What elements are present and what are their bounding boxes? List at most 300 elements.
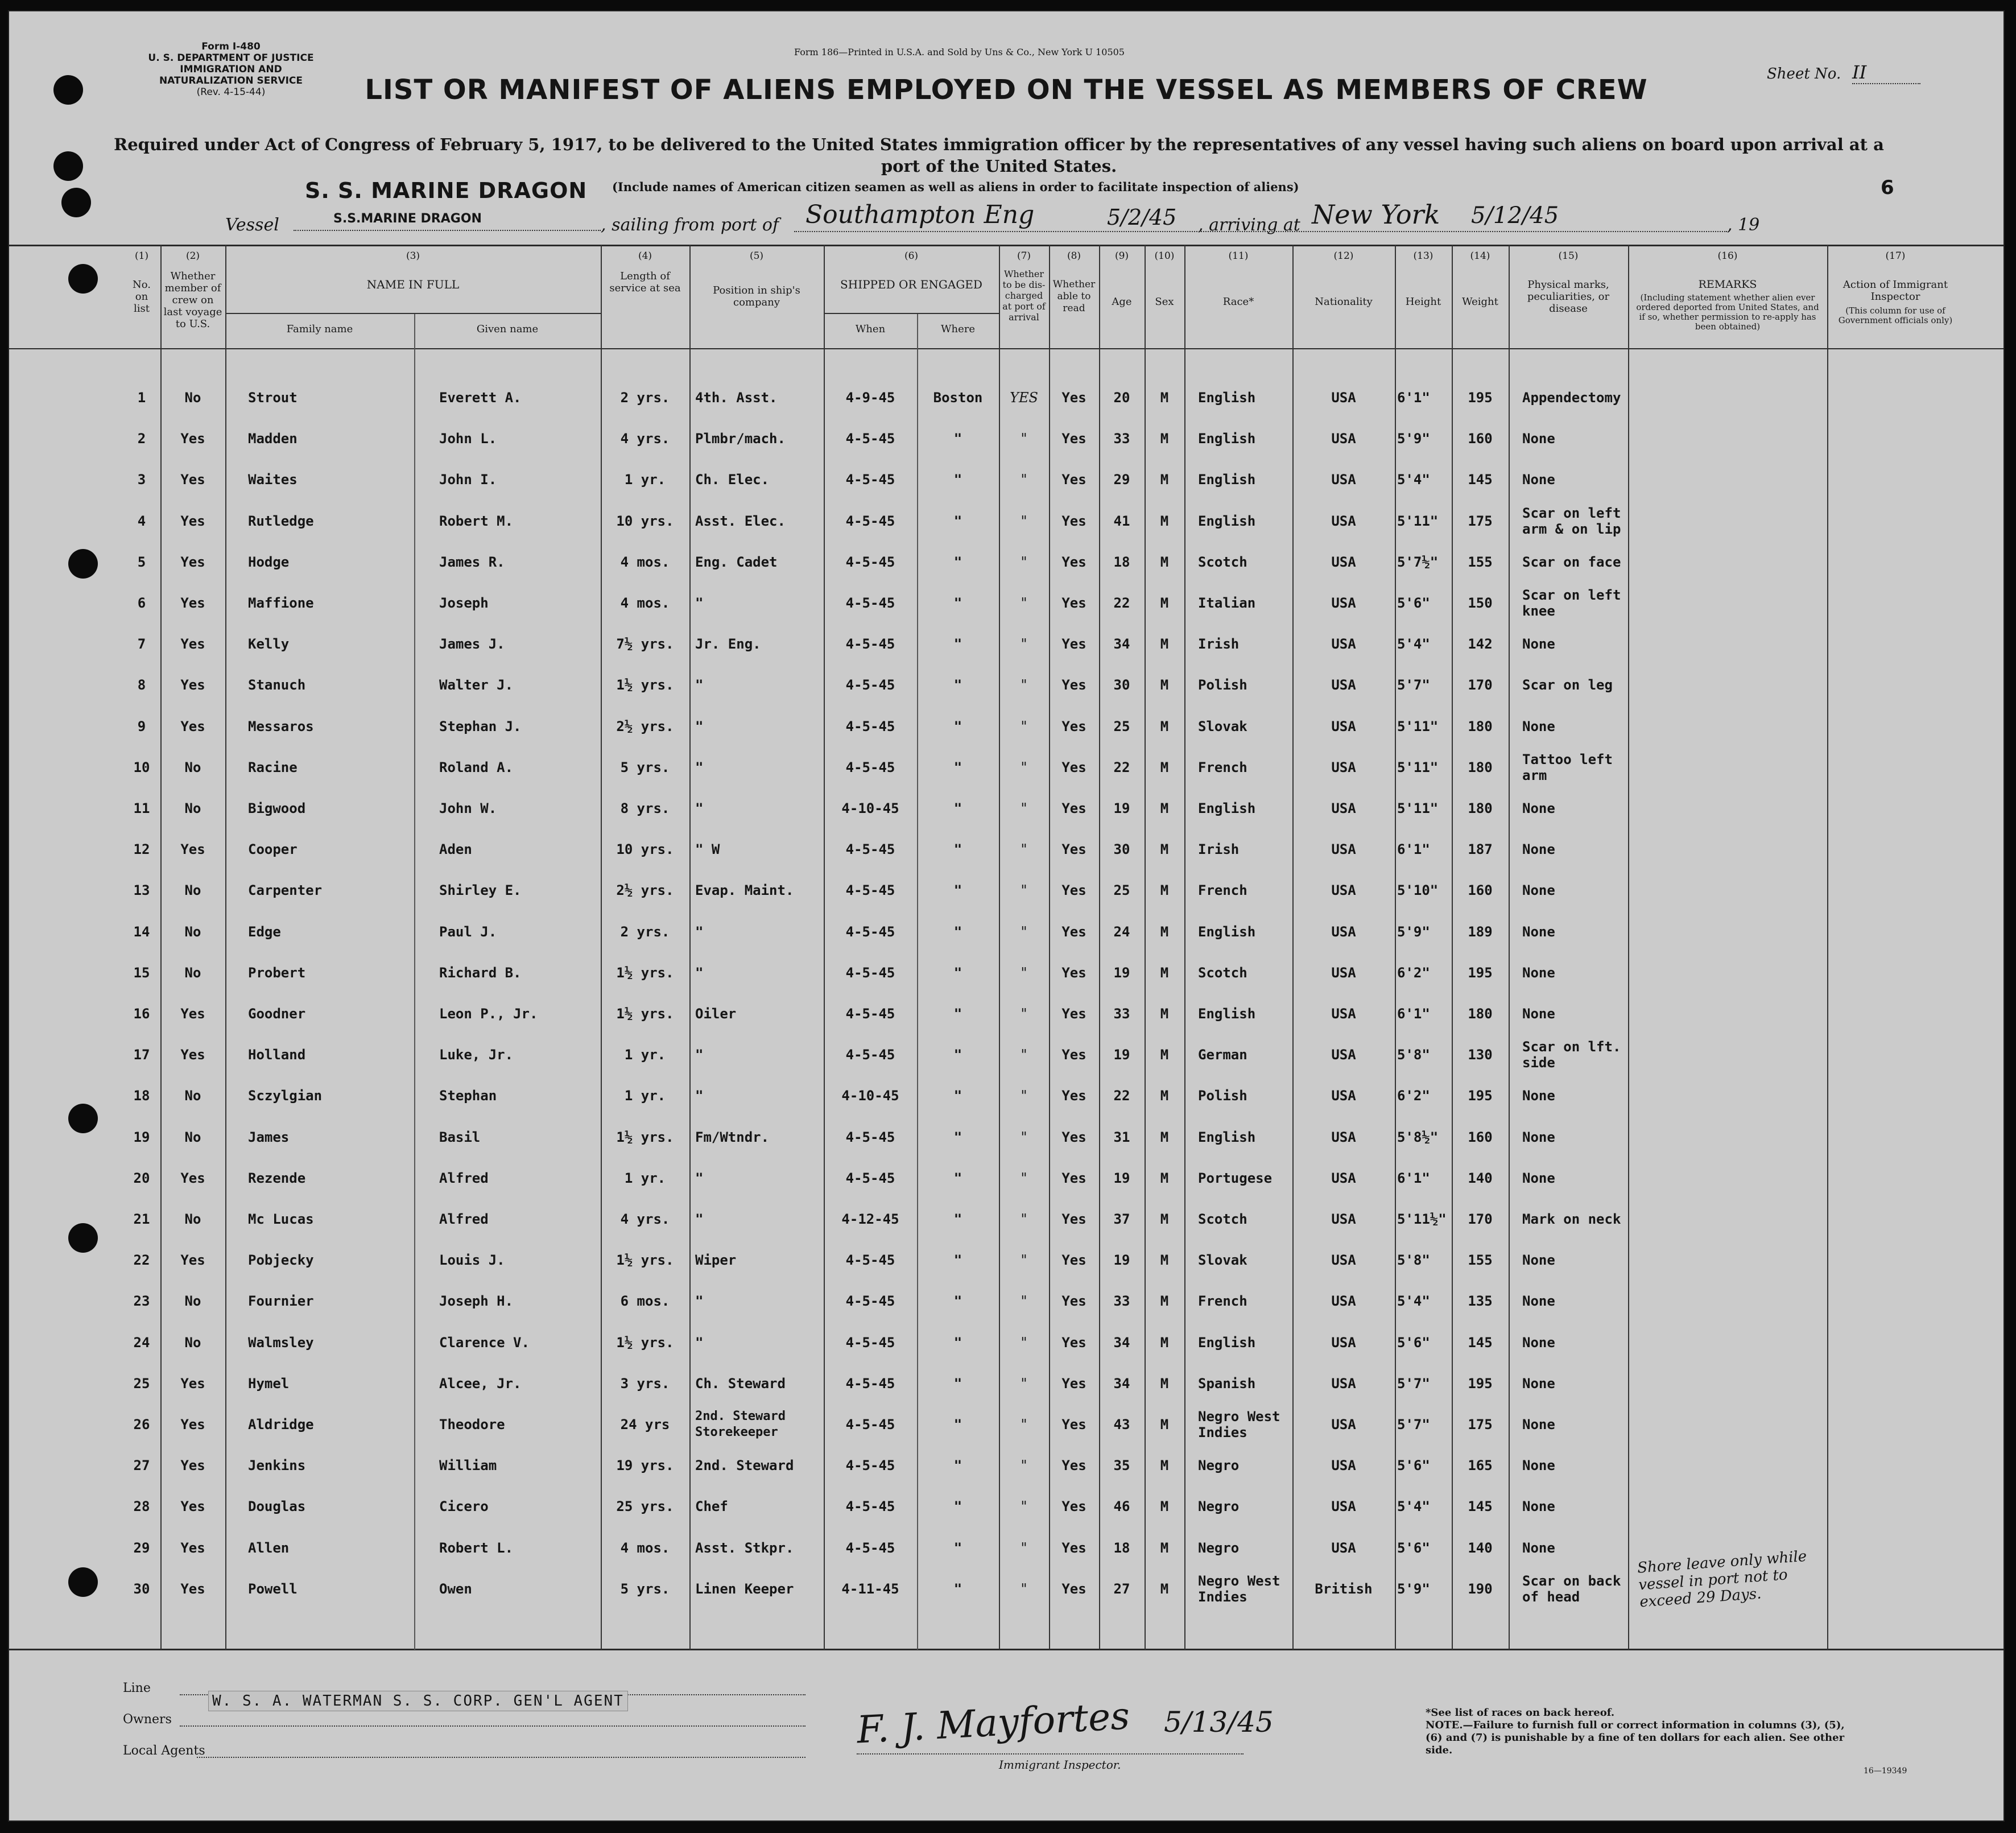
cell-read: Yes [1061, 1539, 1087, 1556]
cell-disch: " [1021, 1539, 1027, 1556]
cell-race: Negro West Indies [1198, 1572, 1280, 1605]
cell-disch: " [1021, 800, 1027, 816]
vessel-underline [294, 230, 601, 231]
cell-last: Yes [180, 513, 205, 529]
cell-weight: 195 [1468, 1088, 1493, 1104]
cell-weight: 145 [1468, 472, 1493, 488]
cell-disch: " [1021, 923, 1027, 940]
cell-sex: M [1160, 1375, 1169, 1392]
cell-where: " [953, 554, 962, 570]
cell-marks: Appendectomy [1522, 390, 1621, 406]
cell-race: Slovak [1198, 718, 1247, 734]
col-header: No. on list [133, 279, 151, 315]
cell-sex: M [1160, 1458, 1169, 1474]
cell-read: Yes [1061, 1088, 1087, 1104]
cell-position: " [695, 1334, 704, 1351]
cell-nat: USA [1331, 964, 1356, 981]
cell-age: 25 [1113, 718, 1130, 734]
cell-service: 6 mos. [620, 1293, 670, 1310]
cell-age: 19 [1113, 1170, 1130, 1186]
cell-when: 4-9-45 [845, 390, 895, 406]
cell-last: No [184, 1088, 201, 1104]
vessel-stamp: S. S. MARINE DRAGON [305, 178, 588, 203]
col-subheader: Given name [476, 323, 539, 335]
cell-position: " [695, 677, 704, 693]
col-subheader: Family name [286, 323, 353, 335]
cell-given: Stephan J. [439, 718, 522, 734]
cell-family: Maffione [248, 595, 314, 611]
col-header: Weight [1462, 296, 1498, 308]
cell-family: Strout [248, 390, 298, 406]
cell-given: Alfred [439, 1211, 489, 1227]
cell-nat: USA [1331, 677, 1356, 693]
cell-age: 30 [1113, 841, 1130, 858]
cell-weight: 195 [1468, 964, 1493, 981]
table-row [9, 1088, 2003, 1129]
cell-sex: M [1160, 718, 1169, 734]
cell-position: " [695, 1211, 704, 1227]
cell-service: 10 yrs. [616, 513, 674, 529]
cell-last: Yes [180, 1498, 205, 1515]
cell-sex: M [1160, 431, 1169, 447]
cell-given: Paul J. [439, 923, 497, 940]
cell-weight: 130 [1468, 1047, 1493, 1063]
cell-weight: 187 [1468, 841, 1493, 858]
cell-given: Louis J. [439, 1252, 505, 1269]
cell-race: Scotch [1198, 964, 1247, 981]
cell-sex: M [1160, 1129, 1169, 1145]
cell-nat: USA [1331, 1458, 1356, 1474]
dept-line: IMMIGRATION AND NATURALIZATION SERVICE [159, 64, 303, 86]
col-number: (17) [1885, 250, 1906, 262]
table-row [9, 1170, 2003, 1211]
cell-marks: Scar on face [1522, 554, 1621, 570]
cell-race: English [1198, 923, 1256, 940]
cell-race: Scotch [1198, 1211, 1247, 1227]
cell-given: Clarence V. [439, 1334, 530, 1351]
cell-race: English [1198, 1129, 1256, 1145]
cell-family: Hymel [248, 1375, 290, 1392]
cell-position: " [695, 595, 704, 611]
cell-disch: " [1021, 1252, 1027, 1269]
cell-age: 18 [1113, 554, 1130, 570]
cell-position: " W [695, 841, 720, 858]
cell-sex: M [1160, 882, 1169, 899]
cell-where: " [953, 1375, 962, 1392]
cell-no: 11 [133, 800, 150, 816]
cell-position: Chef [695, 1498, 728, 1515]
sheet-number: II [1852, 61, 1920, 84]
cell-disch: " [1021, 1580, 1027, 1597]
cell-sex: M [1160, 1498, 1169, 1515]
cell-given: Joseph [439, 595, 489, 611]
cell-given: Everett A. [439, 390, 522, 406]
col-number: (9) [1114, 250, 1129, 262]
cell-given: Richard B. [439, 964, 522, 981]
cell-race: Negro [1198, 1458, 1240, 1474]
cell-race: Slovak [1198, 1252, 1247, 1269]
cell-age: 34 [1113, 1334, 1130, 1351]
cell-race: English [1198, 513, 1256, 529]
cell-when: 4-5-45 [845, 1539, 895, 1556]
owners-label: Owners [123, 1712, 172, 1727]
cell-last: Yes [180, 1170, 205, 1186]
cell-no: 21 [133, 1211, 150, 1227]
cell-race: English [1198, 431, 1256, 447]
col-number: (16) [1717, 250, 1738, 262]
cell-position: Wiper [695, 1252, 737, 1269]
cell-weight: 170 [1468, 1211, 1493, 1227]
cell-weight: 160 [1468, 1129, 1493, 1145]
cell-sex: M [1160, 1539, 1169, 1556]
cell-age: 25 [1113, 882, 1130, 899]
cell-read: Yes [1061, 1129, 1087, 1145]
cell-nat: British [1315, 1580, 1373, 1597]
cell-disch: " [1021, 1088, 1027, 1104]
cell-age: 33 [1113, 1293, 1130, 1310]
cell-given: James J. [439, 636, 505, 653]
cell-disch: " [1021, 472, 1027, 488]
cell-marks: None [1522, 841, 1555, 858]
cell-last: No [184, 390, 201, 406]
cell-marks: None [1522, 1170, 1555, 1186]
cell-no: 9 [137, 718, 146, 734]
col-header: Length of service at sea [609, 270, 681, 294]
cell-when: 4-5-45 [845, 1334, 895, 1351]
cell-nat: USA [1331, 554, 1356, 570]
col-header: Nationality [1315, 296, 1373, 308]
cell-marks: None [1522, 472, 1555, 488]
cell-service: 5 yrs. [620, 1580, 670, 1597]
cell-read: Yes [1061, 759, 1087, 775]
cell-marks: None [1522, 718, 1555, 734]
cell-marks: None [1522, 923, 1555, 940]
cell-family: James [248, 1129, 290, 1145]
col-number: (3) [406, 250, 420, 262]
cell-position: Oiler [695, 1006, 737, 1022]
cell-race: English [1198, 390, 1256, 406]
cell-when: 4-5-45 [845, 841, 895, 858]
cell-service: 3 yrs. [620, 1375, 670, 1392]
cell-weight: 145 [1468, 1334, 1493, 1351]
manifest-title: LIST OR MANIFEST OF ALIENS EMPLOYED ON THE VESSEL AS MEMBERS OF CREW [365, 74, 1648, 106]
cell-race: French [1198, 882, 1247, 899]
col-subheader: (This column for use of Government officials only) [1838, 306, 1953, 325]
cell-when: 4-5-45 [845, 431, 895, 447]
cell-weight: 170 [1468, 677, 1493, 693]
cell-nat: USA [1331, 1417, 1356, 1432]
cell-marks: None [1522, 1539, 1555, 1556]
cell-marks: None [1522, 1334, 1555, 1351]
cell-family: Kelly [248, 636, 290, 653]
table-row [9, 677, 2003, 718]
cell-last: Yes [180, 1539, 205, 1556]
cell-given: Stephan [439, 1088, 497, 1104]
cell-service: 1½ yrs. [616, 964, 674, 981]
cell-nat: USA [1331, 1334, 1356, 1351]
table-row [9, 636, 2003, 677]
cell-sex: M [1160, 800, 1169, 816]
cell-where: " [953, 1334, 962, 1351]
cell-where: " [953, 1539, 962, 1556]
cell-weight: 189 [1468, 923, 1493, 940]
table-row [9, 1039, 2003, 1088]
cell-position: Evap. Maint. [695, 882, 794, 899]
cell-given: Luke, Jr. [439, 1047, 514, 1063]
cell-when: 4-5-45 [845, 1252, 895, 1269]
cell-service: 4 mos. [620, 595, 670, 611]
table-row [9, 431, 2003, 472]
cell-no: 19 [133, 1129, 150, 1145]
cell-last: No [184, 800, 201, 816]
col-number: (11) [1228, 250, 1249, 262]
cell-read: Yes [1061, 677, 1087, 693]
printer-line: Form 186—Printed in U.S.A. and Sold by Uns & Co., New York U 10505 [794, 47, 1125, 57]
vessel-label: Vessel [225, 215, 279, 235]
cell-where: " [953, 1498, 962, 1515]
cell-sex: M [1160, 1170, 1169, 1186]
cell-service: 1 yr. [624, 1170, 666, 1186]
table-row [9, 882, 2003, 923]
voyage-underline [794, 231, 1727, 232]
cell-age: 37 [1113, 1211, 1130, 1227]
cell-sex: M [1160, 472, 1169, 488]
cell-family: Aldridge [248, 1417, 314, 1432]
cell-read: Yes [1061, 554, 1087, 570]
include-note: (Include names of American citizen seamen as well as aliens in order to facilitate inspection of aliens) [612, 180, 1299, 194]
cell-given: Joseph H. [439, 1293, 514, 1310]
cell-disch: " [1021, 1047, 1027, 1063]
cell-when: 4-5-45 [845, 882, 895, 899]
cell-weight: 150 [1468, 595, 1493, 611]
page-mark: 6 [1881, 176, 1894, 199]
cell-where: " [953, 1458, 962, 1474]
table-bottom-rule [9, 1649, 2003, 1650]
cell-service: 7½ yrs. [616, 636, 674, 653]
inspector-caption: Immigrant Inspector. [999, 1758, 1121, 1772]
cell-last: No [184, 1293, 201, 1310]
cell-no: 1 [137, 390, 146, 406]
cell-last: Yes [180, 1580, 205, 1597]
cell-last: No [184, 923, 201, 940]
cell-race: Negro [1198, 1498, 1240, 1515]
cell-position: Eng. Cadet [695, 554, 778, 570]
cell-weight: 195 [1468, 1375, 1493, 1392]
cell-position: " [695, 1088, 704, 1104]
cell-marks: Scar on leg [1522, 677, 1613, 693]
cell-weight: 155 [1468, 554, 1493, 570]
cell-where: " [953, 841, 962, 858]
cell-disch: " [1021, 1417, 1027, 1432]
cell-weight: 190 [1468, 1580, 1493, 1597]
col-subheader: Where [940, 323, 975, 335]
cell-no: 7 [137, 636, 146, 653]
cell-no: 16 [133, 1006, 150, 1022]
cell-when: 4-5-45 [845, 718, 895, 734]
cell-service: 2½ yrs. [616, 718, 674, 734]
cell-marks: None [1522, 636, 1555, 653]
cell-last: Yes [180, 677, 205, 693]
cell-height: 6'1" [1397, 1006, 1430, 1022]
cell-position: Fm/Wtndr. [695, 1129, 770, 1145]
cell-when: 4-5-45 [845, 554, 895, 570]
cell-sex: M [1160, 390, 1169, 406]
cell-read: Yes [1061, 1498, 1087, 1515]
cell-sex: M [1160, 513, 1169, 529]
cell-age: 19 [1113, 800, 1130, 816]
cell-read: Yes [1061, 718, 1087, 734]
cell-family: Powell [248, 1580, 298, 1597]
cell-where: " [953, 636, 962, 653]
cell-given: Owen [439, 1580, 472, 1597]
cell-no: 2 [137, 431, 146, 447]
col-header: Race* [1222, 296, 1254, 308]
cell-marks: Scar on left arm & on lip [1522, 505, 1621, 537]
form-code: 16—19349 [1864, 1766, 1907, 1776]
cell-when: 4-5-45 [845, 964, 895, 981]
cell-family: Rutledge [248, 513, 314, 529]
cell-no: 13 [133, 882, 150, 899]
cell-height: 5'6" [1397, 1539, 1430, 1556]
cell-sex: M [1160, 841, 1169, 858]
col-number: (2) [185, 250, 200, 262]
cell-no: 28 [133, 1498, 150, 1515]
cell-given: Alfred [439, 1170, 489, 1186]
cell-read: Yes [1061, 1417, 1087, 1432]
cell-family: Stanuch [248, 677, 306, 693]
cell-service: 19 yrs. [616, 1458, 674, 1474]
cell-disch: " [1021, 1170, 1027, 1186]
cell-height: 5'8" [1397, 1252, 1430, 1269]
cell-height: 5'9" [1397, 923, 1430, 940]
agents-underline [197, 1757, 805, 1758]
cell-age: 46 [1113, 1498, 1130, 1515]
cell-height: 5'9" [1397, 431, 1430, 447]
table-row [9, 472, 2003, 513]
cell-family: Carpenter [248, 882, 323, 899]
arriving-date: 5/12/45 [1471, 203, 1559, 229]
cell-height: 5'8½" [1397, 1129, 1439, 1145]
table-row [9, 800, 2003, 841]
year-label: , 19 [1727, 215, 1760, 235]
cell-service: 8 yrs. [620, 800, 670, 816]
cell-where: " [953, 800, 962, 816]
cell-service: 10 yrs. [616, 841, 674, 858]
cell-read: Yes [1061, 472, 1087, 488]
table-row [9, 1006, 2003, 1047]
cell-sex: M [1160, 1417, 1169, 1432]
cell-position: Asst. Elec. [695, 513, 786, 529]
cell-family: Fournier [248, 1293, 314, 1310]
cell-position: " [695, 1047, 704, 1063]
cell-given: John L. [439, 431, 497, 447]
cell-height: 5'6" [1397, 595, 1430, 611]
manifest-sheet [8, 10, 2005, 1822]
cell-family: Walmsley [248, 1334, 314, 1351]
cell-service: 1 yr. [624, 472, 666, 488]
cell-nat: USA [1331, 841, 1356, 858]
table-row [9, 1293, 2003, 1334]
cell-nat: USA [1331, 636, 1356, 653]
cell-family: Probert [248, 964, 306, 981]
cell-last: No [184, 1211, 201, 1227]
cell-read: Yes [1061, 923, 1087, 940]
cell-position: 2nd. Steward [695, 1458, 794, 1474]
cell-weight: 175 [1468, 1417, 1493, 1432]
cell-given: Cicero [439, 1498, 489, 1515]
cell-age: 24 [1113, 923, 1130, 940]
cell-family: Madden [248, 431, 298, 447]
cell-position: 2nd. Steward Storekeeper [695, 1409, 786, 1439]
cell-last: No [184, 882, 201, 899]
cell-height: 5'4" [1397, 1498, 1430, 1515]
cell-age: 29 [1113, 472, 1130, 488]
cell-when: 4-5-45 [845, 595, 895, 611]
table-row [9, 505, 2003, 554]
col-number: (7) [1017, 250, 1031, 262]
cell-no: 4 [137, 513, 146, 529]
cell-last: Yes [180, 1375, 205, 1392]
binder-hole [68, 264, 98, 294]
cell-where: " [953, 1417, 962, 1432]
cell-weight: 145 [1468, 1498, 1493, 1515]
cell-sex: M [1160, 1006, 1169, 1022]
cell-where: " [953, 1088, 962, 1104]
cell-read: Yes [1061, 1170, 1087, 1186]
cell-when: 4-5-45 [845, 472, 895, 488]
cell-height: 6'1" [1397, 390, 1430, 406]
sailing-label: , sailing from port of [601, 215, 779, 235]
cell-marks: None [1522, 1293, 1555, 1310]
cell-height: 5'4" [1397, 1293, 1430, 1310]
cell-nat: USA [1331, 472, 1356, 488]
cell-given: William [439, 1458, 497, 1474]
cell-age: 22 [1113, 1088, 1130, 1104]
cell-last: Yes [180, 1047, 205, 1063]
cell-given: Basil [439, 1129, 481, 1145]
cell-where: " [953, 1006, 962, 1022]
col-header: Whether member of crew on last voyage to U.S. [163, 270, 222, 330]
cell-sex: M [1160, 1334, 1169, 1351]
cell-nat: USA [1331, 1129, 1356, 1145]
cell-when: 4-11-45 [841, 1580, 899, 1597]
cell-service: 1½ yrs. [616, 677, 674, 693]
col-number: (13) [1413, 250, 1433, 262]
cell-height: 5'8" [1397, 1047, 1430, 1063]
table-row [9, 924, 2003, 965]
requirement-text: Required under Act of Congress of February 5, 1917, to be delivered to the United States immigration officer by the representatives of any vessel having such aliens on board upon arrival at a port of the United States. [114, 135, 1884, 176]
cell-age: 22 [1113, 595, 1130, 611]
cell-nat: USA [1331, 431, 1356, 447]
cell-when: 4-5-45 [845, 923, 895, 940]
cell-nat: USA [1331, 1252, 1356, 1269]
cell-marks: None [1522, 1088, 1555, 1104]
cell-where: " [953, 472, 962, 488]
cell-race: German [1198, 1047, 1247, 1063]
cell-disch: " [1021, 841, 1027, 858]
cell-last: Yes [180, 841, 205, 858]
col-header: Age [1112, 296, 1132, 308]
table-row [9, 1252, 2003, 1293]
cell-race: English [1198, 472, 1256, 488]
cell-no: 14 [133, 923, 150, 940]
cell-where: " [953, 718, 962, 734]
col-header: Whether able to read [1052, 279, 1096, 314]
cell-when: 4-5-45 [845, 1047, 895, 1063]
cell-disch: " [1021, 554, 1027, 570]
cell-age: 43 [1113, 1417, 1130, 1432]
signature-underline [857, 1753, 1244, 1754]
